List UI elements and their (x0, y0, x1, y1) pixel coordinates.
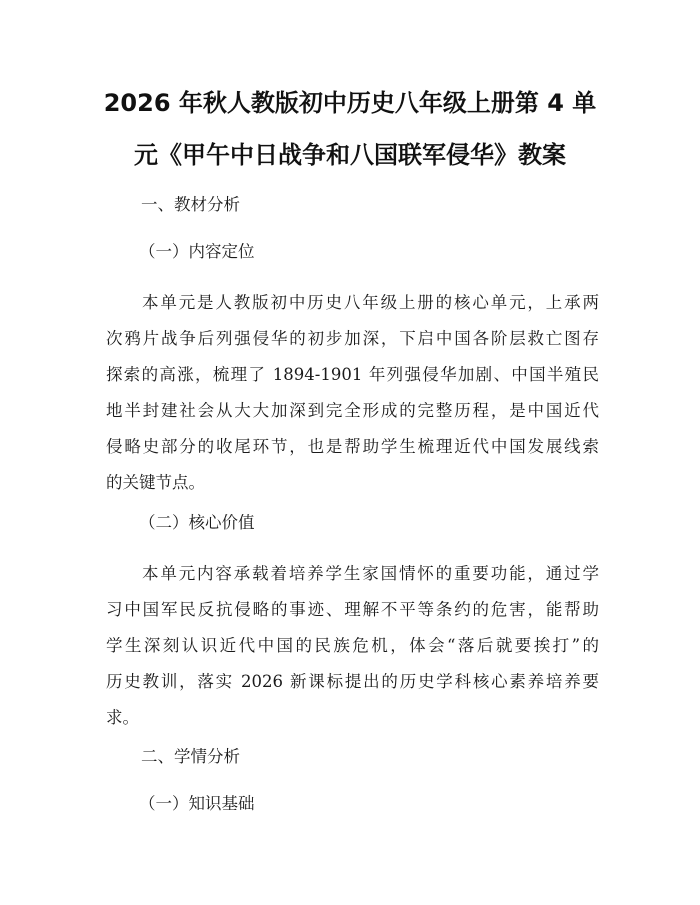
paragraph-line: 学生深刻认识近代中国的民族危机，体会“落后就要挨打”的 (106, 636, 599, 655)
paragraph-line: 本单元内容承载着培养学生家国情怀的重要功能，通过学 (142, 564, 599, 583)
paragraph-core-value (106, 556, 599, 736)
paragraph-line: 的关键节点。 (106, 473, 205, 492)
paragraph-line: 习中国军民反抗侵略的事迹、理解不平等条约的危害，能帮助 (106, 600, 599, 619)
paragraph-line: 本单元是人教版初中历史八年级上册的核心单元，上承两 (142, 293, 599, 312)
section-heading-1: 一、教材分析 (141, 195, 240, 214)
subsection-heading-2-1: （一）知识基础 (139, 794, 255, 813)
subsection-heading-1-1: （一）内容定位 (139, 242, 255, 261)
document-title-line-1: 2026 年秋人教版初中历史八年级上册第 4 单 (103, 89, 597, 117)
paragraph-line: 探索的高涨，梳理了 1894-1901 年列强侵华加剧、中国半殖民 (106, 365, 599, 384)
paragraph-line: 地半封建社会从大大加深到完全形成的完整历程，是中国近代 (106, 401, 599, 420)
paragraph-content-positioning (106, 285, 599, 501)
document-title-line-2: 元《甲午中日战争和八国联军侵华》教案 (134, 141, 566, 169)
paragraph-line: 次鸦片战争后列强侵华的初步加深，下启中国各阶层救亡图存 (106, 329, 599, 348)
paragraph-line: 求。 (106, 708, 139, 727)
section-heading-2: 二、学情分析 (141, 747, 240, 766)
paragraph-line: 侵略史部分的收尾环节，也是帮助学生梳理近代中国发展线索 (106, 437, 599, 456)
paragraph-line: 历史教训，落实 2026 新课标提出的历史学科核心素养培养要 (106, 672, 599, 691)
subsection-heading-1-2: （二）核心价值 (139, 513, 255, 532)
